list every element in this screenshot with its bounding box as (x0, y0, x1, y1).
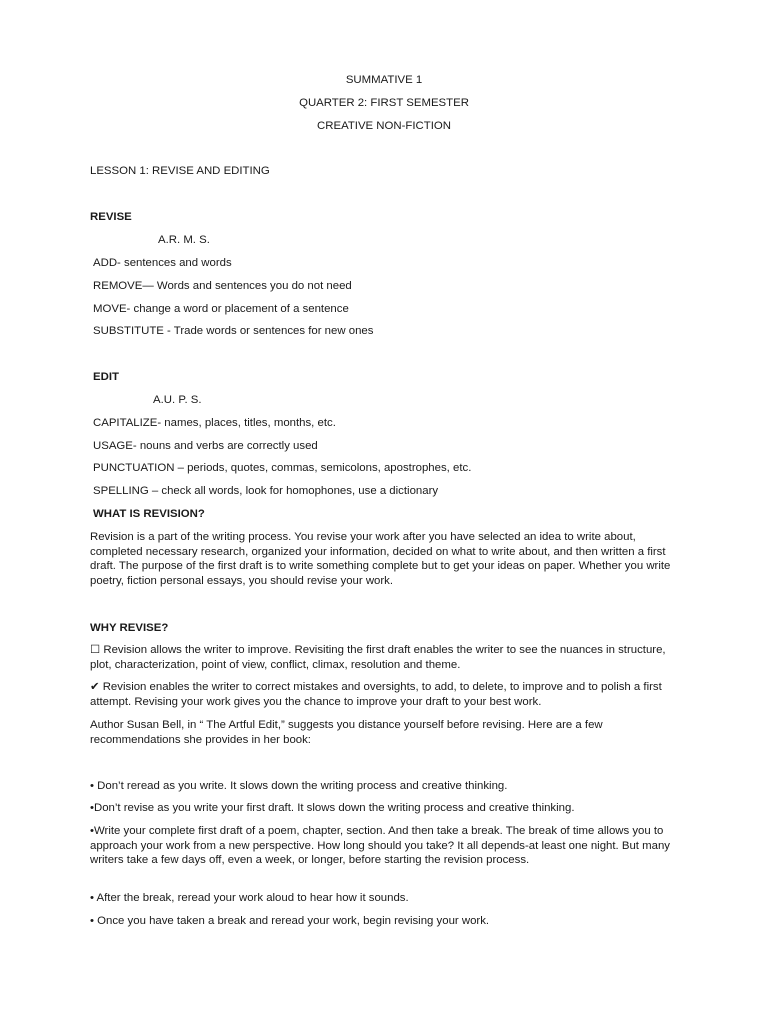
revise-item-substitute: SUBSTITUTE - Trade words or sentences for new ones (93, 325, 374, 337)
why-revise-point-2: ✔ Revision enables the writer to correct mistakes and oversights, to add, to delete, to improve and to polish a first attempt. Revising your work gives you the chance to improve your draft to your best work. (90, 681, 662, 708)
edit-heading: EDIT (93, 371, 119, 383)
edit-item-usage: USAGE- nouns and verbs are correctly used (93, 440, 318, 452)
what-is-revision-heading: WHAT IS REVISION? (93, 508, 205, 520)
header-summative: SUMMATIVE 1 (345, 74, 423, 86)
recommendation-item: • Once you have taken a break and reread your work, begin revising your work. (90, 915, 490, 927)
recommendation-item: •Don’t revise as you write your first draft. It slows down the writing process and creative thinking. (90, 802, 575, 814)
recommendation-item: • After the break, reread your work aloud to hear how it sounds. (90, 892, 409, 904)
revise-item-move: MOVE- change a word or placement of a sentence (93, 303, 349, 315)
edit-item-punctuation: PUNCTUATION – periods, quotes, commas, semicolons, apostrophes, etc. (93, 462, 472, 474)
revise-item-remove: REMOVE— Words and sentences you do not need (93, 280, 352, 292)
recommendation-item: • Don’t reread as you write. It slows down the writing process and creative thinking. (90, 780, 508, 792)
recommendation-item: •Write your complete first draft of a poem, chapter, section. And then take a break. The break of time allows you to approach your work from a new perspective. How long should you take? It all depends-at least one night. But many writers take a few days off, even a week, or longer, before starting the revision process. (90, 825, 670, 867)
revise-heading: REVISE (90, 211, 132, 223)
susan-bell-intro: Author Susan Bell, in “ The Artful Edit,” suggests you distance yourself before revising. Here are a few recommendations she provides in her book: (90, 719, 603, 746)
what-is-revision-body: Revision is a part of the writing process. You revise your work after you have selected an idea to write about, completed necessary research, organized your information, decided on what to write about, and then written a first draft. The purpose of the first draft is to write something complete but to get your ideas on paper. Whether you write poetry, fiction personal essays, you should revise your work. (90, 531, 671, 587)
why-revise-heading: WHY REVISE? (90, 622, 169, 634)
header-subject: CREATIVE NON-FICTION (317, 120, 451, 132)
revise-item-add: ADD- sentences and words (93, 257, 232, 269)
edit-item-capitalize: CAPITALIZE- names, places, titles, months, etc. (93, 417, 336, 429)
edit-item-spelling: SPELLING – check all words, look for homophones, use a dictionary (93, 485, 439, 497)
revise-acronym: A.R. M. S. (158, 234, 210, 246)
edit-acronym: A.U. P. S. (153, 394, 202, 406)
why-revise-point-1: ☐ Revision allows the writer to improve. Revisiting the first draft enables the writer to see the nuances in structure, plot, characterization, point of view, conflict, climax, resolution and theme. (90, 644, 666, 671)
lesson-title: LESSON 1: REVISE AND EDITING (90, 165, 270, 177)
header-quarter: QUARTER 2: FIRST SEMESTER (299, 97, 469, 109)
